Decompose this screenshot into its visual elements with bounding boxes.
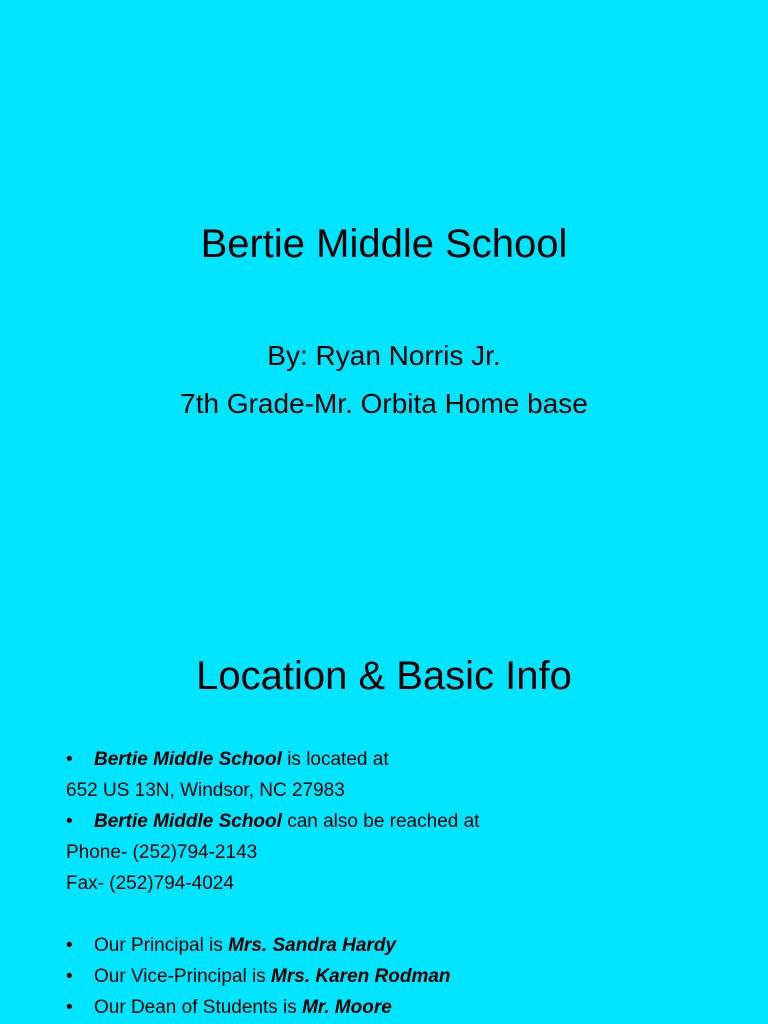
slide-content bbox=[66, 744, 746, 1023]
slide-title: Location & Basic Info bbox=[196, 654, 572, 698]
contact-text: can also be reached at bbox=[281, 811, 480, 832]
location-text: is located at bbox=[281, 749, 389, 770]
grade-line: 7th Grade-Mr. Orbita Home base bbox=[180, 388, 588, 419]
school-name: Bertie Middle School bbox=[94, 811, 282, 832]
dean-bullet bbox=[66, 992, 746, 1023]
principal-label: Our Principal is bbox=[94, 935, 229, 956]
principal-bullet bbox=[66, 930, 746, 961]
school-name: Bertie Middle School bbox=[94, 749, 282, 770]
spacer bbox=[66, 899, 746, 930]
contact-bullet bbox=[66, 806, 746, 837]
vice-principal-bullet bbox=[66, 961, 746, 992]
bullet-icon: • bbox=[66, 935, 73, 956]
vice-principal-name: Mrs. Karen Rodman bbox=[271, 966, 451, 987]
bullet-icon: • bbox=[66, 749, 73, 770]
slide-title: Bertie Middle School bbox=[200, 222, 568, 266]
author-line: By: Ryan Norris Jr. bbox=[267, 340, 501, 371]
bullet-icon: • bbox=[66, 811, 73, 832]
dean-name: Mr. Moore bbox=[302, 997, 392, 1018]
dean-label: Our Dean of Students is bbox=[94, 997, 303, 1018]
location-bullet bbox=[66, 744, 746, 775]
phone-line: Phone- (252)794-2143 bbox=[66, 842, 258, 863]
address-line: 652 US 13N, Windsor, NC 27983 bbox=[66, 780, 345, 801]
slide-subtitle bbox=[0, 332, 768, 428]
principal-name: Mrs. Sandra Hardy bbox=[228, 935, 397, 956]
fax-line: Fax- (252)794-4024 bbox=[66, 873, 234, 894]
vice-principal-label: Our Vice-Principal is bbox=[94, 966, 272, 987]
info-slide bbox=[0, 576, 768, 1024]
bullet-icon: • bbox=[66, 966, 73, 987]
bullet-icon: • bbox=[66, 997, 73, 1018]
